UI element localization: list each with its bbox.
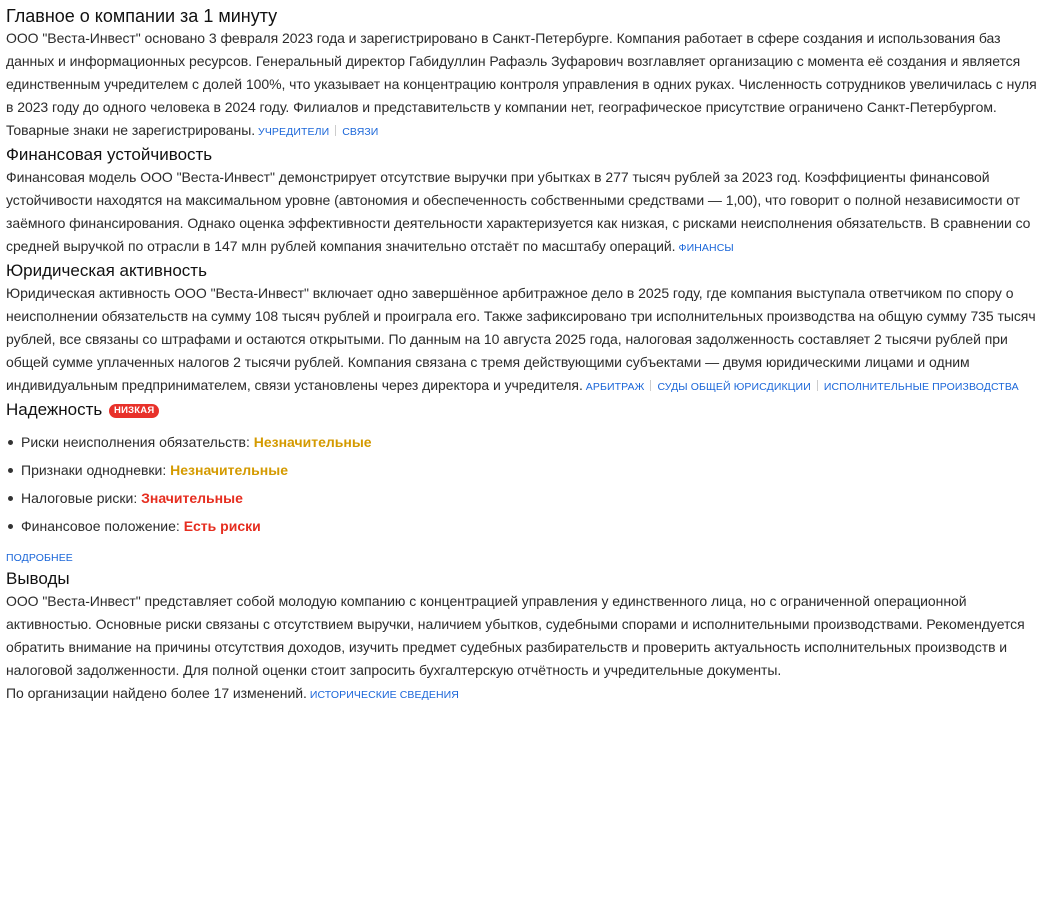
summary-paragraph: ООО "Веста-Инвест" основано 3 февраля 2023 года и зарегистрировано в Санкт-Петербурге. Компания работает в сфере создания и использования баз данных и информационных ресурсов. Генеральный директор Габидуллин Рафаэль Зуфарович возглавляет организацию с момента её создания и является единственным учредителем с долей 100%, что указывает на концентрацию контроля управления в одних руках. Численность сотрудников увеличилась с нуля в 2023 году до одного человека в 2024 году. Филиалов и представительств у компании нет, географическое присутствие ограничено Санкт-Петербургом. Товарные знаки не зарегистрированы. — [6, 30, 1037, 138]
link-separator — [817, 380, 818, 391]
link-separator — [650, 380, 651, 391]
risk-list — [6, 428, 1043, 540]
historical-info-link[interactable]: ИСТОРИЧЕСКИЕ СВЕДЕНИЯ — [309, 689, 459, 701]
risk-item — [6, 428, 1043, 456]
link-separator — [335, 125, 336, 136]
risk-value: Значительные — [141, 490, 243, 506]
more-details-link[interactable]: ПОДРОБНЕЕ — [6, 552, 73, 564]
summary-text — [6, 27, 1043, 144]
legal-text — [6, 282, 1043, 399]
conclusions-title: Выводы — [6, 569, 70, 588]
risk-label: Риски неисполнения обязательств: — [21, 434, 250, 450]
history-links — [310, 685, 459, 701]
summary-links — [258, 122, 378, 138]
risk-item — [6, 456, 1043, 484]
reliability-title — [6, 399, 1043, 421]
finances-link[interactable]: ФИНАНСЫ — [678, 242, 734, 254]
founders-link[interactable]: УЧРЕДИТЕЛИ — [258, 126, 330, 138]
risk-item — [6, 512, 1043, 540]
reliability-badge: НИЗКАЯ — [109, 404, 159, 418]
conclusions-text: ООО "Веста-Инвест" представляет собой молодую компанию с концентрацией управления у единственного лица, но с ограниченной операционной активностью. Основные риски связаны с отсутствием выручки, наличием убытков, судебными спорами и исполнительными производствами. Рекомендуется обратить внимание на причины отсутствия доходов, изучить предмет судебных разбирательств и проверить актуальность исполнительных производств и налоговой задолженности. Для полной оценки стоит запросить бухгалтерскую отчётность и учредительные документы. — [6, 593, 1025, 678]
risk-value: Незначительные — [253, 434, 372, 450]
reliability-heading: Надежность — [6, 400, 103, 419]
changes-note-text: По организации найдено более 17 изменений. — [6, 685, 307, 701]
legal-title: Юридическая активность — [6, 261, 207, 280]
general-courts-link[interactable]: СУДЫ ОБЩЕЙ ЮРИСДИКЦИИ — [657, 381, 811, 393]
summary-title: Главное о компании за 1 минуту — [6, 6, 278, 26]
finance-title: Финансовая устойчивость — [6, 145, 213, 164]
arbitration-link[interactable]: АРБИТРАЖ — [585, 381, 645, 393]
more-row — [6, 546, 1043, 568]
risk-label: Финансовое положение: — [21, 518, 180, 534]
legal-links — [586, 377, 1019, 393]
risk-label: Признаки однодневки: — [21, 462, 167, 478]
enforcement-proceedings-link[interactable]: ИСПОЛНИТЕЛЬНЫЕ ПРОИЗВОДСТВА — [823, 381, 1019, 393]
connections-link[interactable]: СВЯЗИ — [342, 126, 379, 138]
finance-links — [679, 238, 734, 254]
changes-note — [6, 682, 1043, 707]
risk-value: Есть риски — [183, 518, 261, 534]
legal-paragraph: Юридическая активность ООО "Веста-Инвест" включает одно завершённое арбитражное дело в 2025 году, где компания выступала ответчиком по спору о неисполнении обязательств на сумму 108 тысяч рублей и проиграла его. Также зафиксировано три исполнительных производства на общую сумму 735 тысяч рублей, все связаны со штрафами и остаются открытыми. По данным на 10 августа 2025 года, налоговая задолженность составляет 2 тысячи рублей при общей сумме уплаченных налогов 2 тысячи рублей. Компания связана с тремя действующими субъектами — двумя юридическими лицами и одним индивидуальным предпринимателем, связи установлены через директора и учредителя. — [6, 285, 1036, 393]
risk-item — [6, 484, 1043, 512]
risk-value: Незначительные — [170, 462, 288, 478]
finance-paragraph: Финансовая модель ООО "Веста-Инвест" демонстрирует отсутствие выручки при убытках в 277 тысяч рублей за 2023 год. Коэффициенты финансовой устойчивости находятся на максимальном уровне (автономия и обеспеченность собственными средствами — 1,00), что говорит о полной независимости от заёмного финансирования. Однако оценка эффективности деятельности характеризуется как низкая, с рисками неисполнения обязательств. В сравнении со средней выручкой по отрасли в 147 млн рублей компания значительно отстаёт по масштабу операций. — [6, 169, 1031, 254]
risk-label: Налоговые риски: — [21, 490, 138, 506]
finance-text — [6, 166, 1043, 260]
